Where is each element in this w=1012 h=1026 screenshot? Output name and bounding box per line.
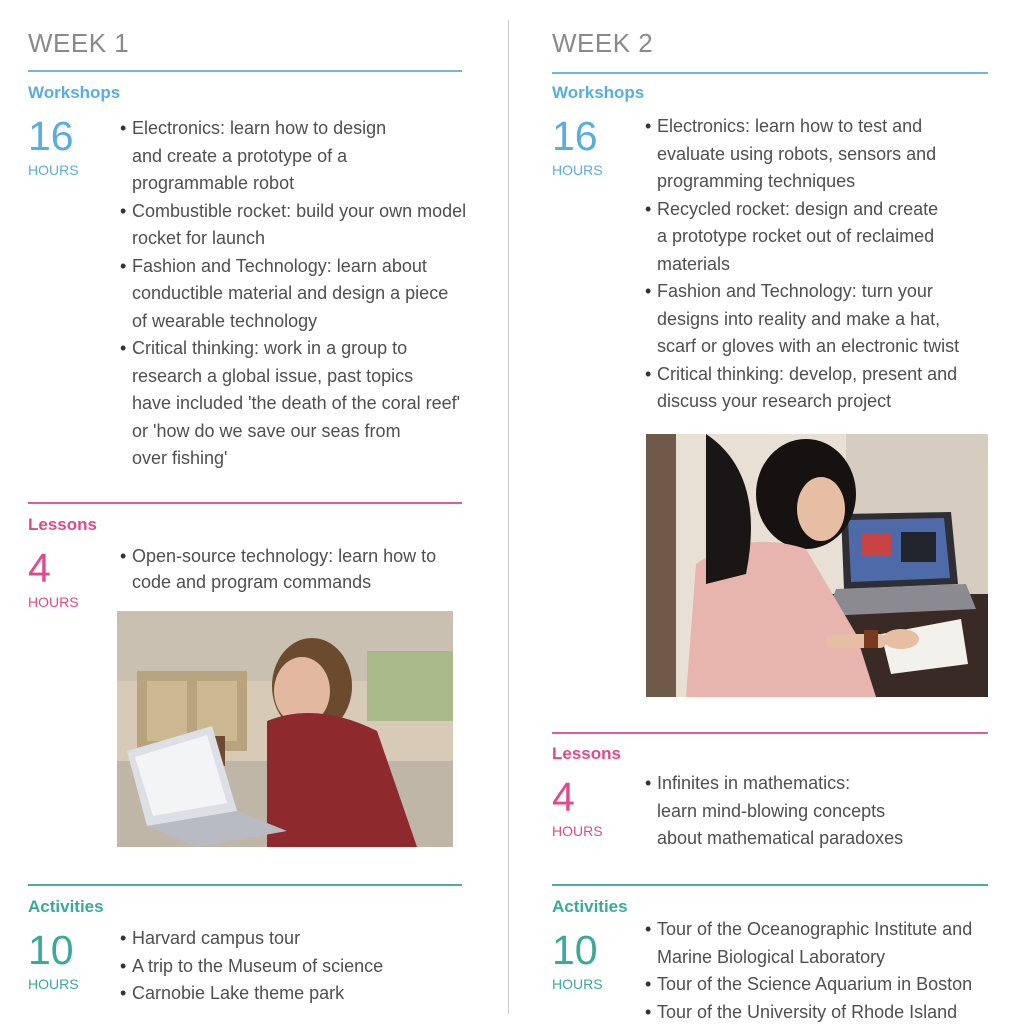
list-item-line: evaluate using robots, sensors and [657, 141, 959, 169]
week1-title: WEEK 1 [28, 28, 129, 59]
activities-heading: Activities [552, 897, 628, 917]
lessons-list [645, 770, 903, 853]
workshops-rule [552, 72, 988, 74]
workshops-hours-number: 16 [28, 116, 74, 157]
list-item-line: a prototype rocket out of reclaimed [657, 223, 959, 251]
list-item [120, 953, 383, 981]
workshops-list [645, 113, 959, 416]
list-item [120, 925, 383, 953]
list-item-line: • Open-source technology: learn how to [132, 543, 436, 569]
workshops-list [120, 115, 466, 473]
list-item-line: • Critical thinking: develop, present and [657, 361, 959, 389]
list-item [645, 971, 972, 999]
list-item-line: • Critical thinking: work in a group to [132, 335, 466, 363]
lessons-hours-unit: HOURS [552, 823, 603, 839]
list-item-line: research a global issue, past topics [132, 363, 466, 391]
workshops-hours-unit: HOURS [552, 162, 603, 178]
activities-list [645, 916, 972, 1026]
list-item-line: • Tour of the Science Aquarium in Boston [657, 971, 972, 999]
lessons-heading: Lessons [552, 744, 621, 764]
list-item [120, 253, 466, 336]
list-item-line: • Tour of the Oceanographic Institute and [657, 916, 972, 944]
list-item-line: or 'how do we save our seas from [132, 418, 466, 446]
list-item [645, 361, 959, 416]
list-item-line: • Infinites in mathematics: [657, 770, 903, 798]
activities-rule [552, 884, 988, 886]
week2-title: WEEK 2 [552, 28, 653, 59]
workshops-heading: Workshops [552, 83, 644, 103]
list-item [120, 980, 383, 1008]
activities-heading: Activities [28, 897, 104, 917]
list-item-line: Marine Biological Laboratory [657, 944, 972, 972]
list-item-line: of wearable technology [132, 308, 466, 336]
list-item-line: • Combustible rocket: build your own model [132, 198, 466, 226]
list-item-line: scarf or gloves with an electronic twist [657, 333, 959, 361]
list-item [645, 916, 972, 971]
activities-hours-unit: HOURS [552, 976, 603, 992]
lessons-list [120, 543, 436, 595]
list-item [645, 196, 959, 279]
lessons-heading: Lessons [28, 515, 97, 535]
activities-rule [28, 884, 462, 886]
activities-hours-number: 10 [28, 930, 74, 971]
list-item [120, 198, 466, 253]
list-item [120, 335, 466, 473]
lessons-hours-number: 4 [552, 777, 575, 818]
lessons-rule [552, 732, 988, 734]
list-item-line: over fishing' [132, 445, 466, 473]
student-laptop-photo [117, 611, 453, 847]
student-writing-photo [646, 434, 988, 697]
list-item-line: rocket for launch [132, 225, 466, 253]
workshops-hours-unit: HOURS [28, 162, 79, 178]
workshops-heading: Workshops [28, 83, 120, 103]
workshops-rule [28, 70, 462, 72]
list-item-line: about mathematical paradoxes [657, 825, 903, 853]
column-divider [508, 20, 509, 1014]
list-item-line: • Electronics: learn how to test and [657, 113, 959, 141]
list-item [645, 999, 972, 1026]
list-item-line: • Tour of the University of Rhode Island [657, 999, 972, 1026]
list-item-line: • Fashion and Technology: turn your [657, 278, 959, 306]
list-item-line: • Fashion and Technology: learn about [132, 253, 466, 281]
list-item-line: programming techniques [657, 168, 959, 196]
list-item [645, 770, 903, 853]
lessons-rule [28, 502, 462, 504]
list-item-line: conductible material and design a piece [132, 280, 466, 308]
list-item-line: • Carnobie Lake theme park [132, 980, 383, 1008]
list-item [645, 113, 959, 196]
lessons-hours-unit: HOURS [28, 594, 79, 610]
list-item-line: and create a prototype of a [132, 143, 466, 171]
activities-hours-number: 10 [552, 930, 598, 971]
week1-column [28, 0, 498, 1024]
list-item-line: discuss your research project [657, 388, 959, 416]
list-item-line: • Electronics: learn how to design [132, 115, 466, 143]
activities-list [120, 925, 383, 1008]
list-item [120, 115, 466, 198]
activities-hours-unit: HOURS [28, 976, 79, 992]
list-item-line: • A trip to the Museum of science [132, 953, 383, 981]
list-item [120, 543, 436, 595]
list-item [645, 278, 959, 361]
list-item-line: designs into reality and make a hat, [657, 306, 959, 334]
list-item-line: code and program commands [132, 569, 436, 595]
list-item-line: have included 'the death of the coral reef' [132, 390, 466, 418]
lessons-hours-number: 4 [28, 548, 51, 589]
list-item-line: learn mind-blowing concepts [657, 798, 903, 826]
week2-column [552, 0, 998, 1024]
list-item-line: • Recycled rocket: design and create [657, 196, 959, 224]
workshops-hours-number: 16 [552, 116, 598, 157]
list-item-line: materials [657, 251, 959, 279]
list-item-line: • Harvard campus tour [132, 925, 383, 953]
list-item-line: programmable robot [132, 170, 466, 198]
